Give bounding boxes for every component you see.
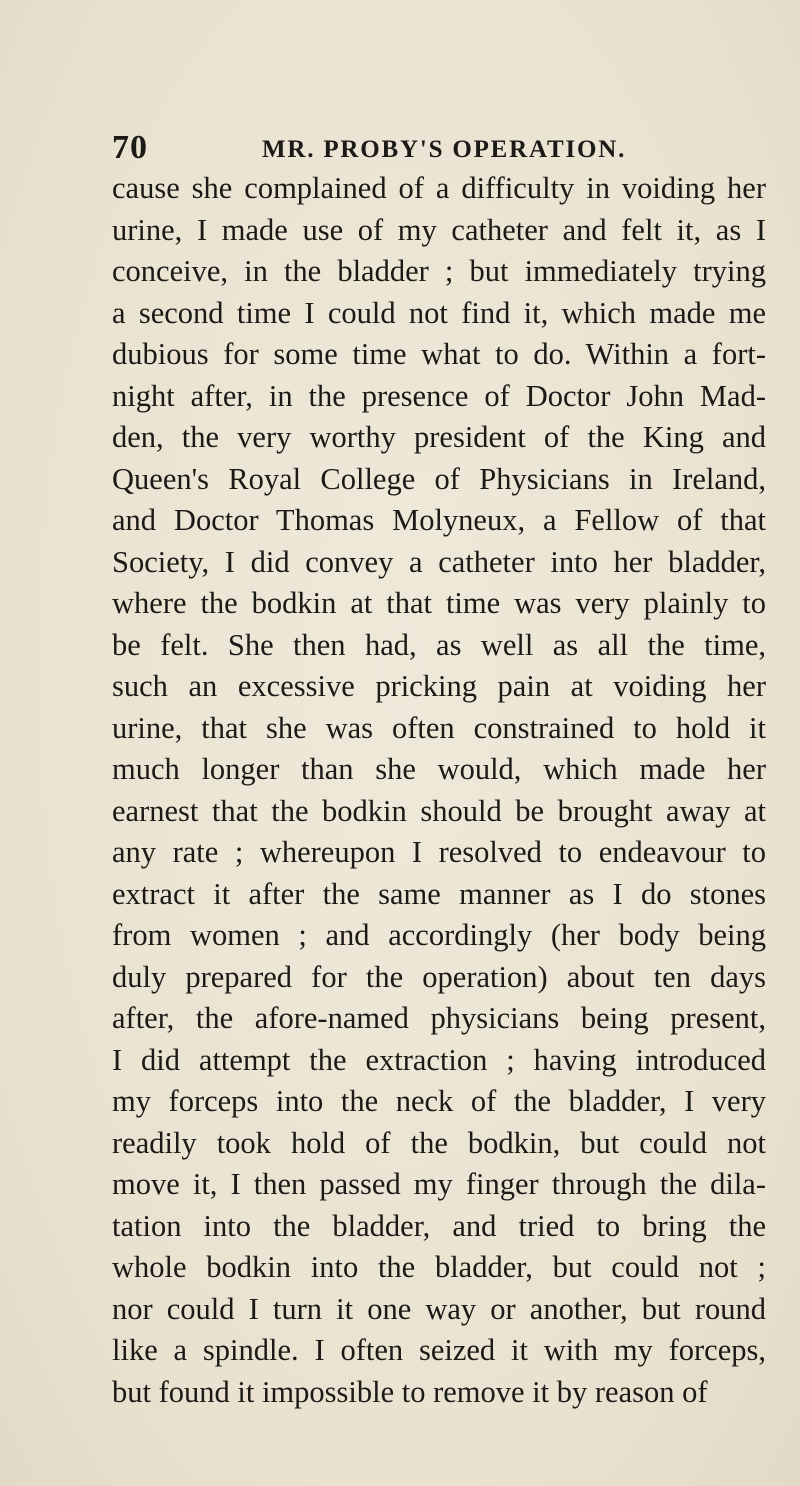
page-number: 70: [112, 129, 148, 166]
text-line: urine, I made use of my catheter and felt it, as I: [112, 212, 766, 247]
text-line: readily took hold of the bodkin, but could not: [112, 1125, 766, 1160]
text-line: much longer than she would, which made her: [112, 752, 766, 786]
text-line: move it, I then passed my finger through the dila-: [112, 1167, 766, 1201]
text-line: my forceps into the neck of the bladder, I very: [112, 1084, 766, 1118]
text-line: dubious for some time what to do. Within a fort-: [112, 337, 766, 371]
text-line: night after, in the presence of Doctor John Mad-: [112, 378, 766, 413]
text-line: I did attempt the extraction ; having introduced: [112, 1042, 766, 1077]
text-line: cause she complained of a difficulty in voiding her: [112, 171, 766, 205]
running-head: [112, 128, 800, 168]
text-line: whole bodkin into the bladder, but could not ;: [112, 1250, 766, 1284]
text-line: den, the very worthy president of the King and: [112, 420, 766, 454]
text-line: but found it impossible to remove it by reason of: [112, 1374, 708, 1409]
text-line: from women ; and accordingly (her body being: [112, 918, 766, 952]
body-text: [112, 168, 766, 1413]
text-line: such an excessive pricking pain at voiding her: [112, 669, 766, 703]
text-line: nor could I turn it one way or another, but round: [112, 1291, 766, 1326]
running-head-title: MR. PROBY'S OPERATION.: [262, 136, 627, 163]
text-line: Queen's Royal College of Physicians in Ireland,: [112, 461, 766, 496]
text-line: and Doctor Thomas Molyneux, a Fellow of that: [112, 503, 766, 537]
text-line: a second time I could not find it, which made me: [112, 295, 766, 330]
text-line: urine, that she was often constrained to hold it: [112, 710, 766, 745]
text-line: like a spindle. I often seized it with my forceps,: [112, 1333, 766, 1367]
text-line: any rate ; whereupon I resolved to endeavour to: [112, 835, 766, 869]
text-line: be felt. She then had, as well as all the time,: [112, 627, 766, 662]
text-line: Society, I did convey a catheter into her bladder,: [112, 544, 766, 579]
text-line: tation into the bladder, and tried to bring the: [112, 1208, 766, 1243]
text-line: where the bodkin at that time was very plainly to: [112, 586, 766, 620]
text-line: after, the afore-named physicians being present,: [112, 1001, 766, 1035]
text-line: earnest that the bodkin should be brought away at: [112, 793, 766, 828]
text-line: extract it after the same manner as I do stones: [112, 876, 766, 911]
text-line: duly prepared for the operation) about ten days: [112, 959, 766, 994]
text-line: conceive, in the bladder ; but immediately trying: [112, 254, 766, 288]
